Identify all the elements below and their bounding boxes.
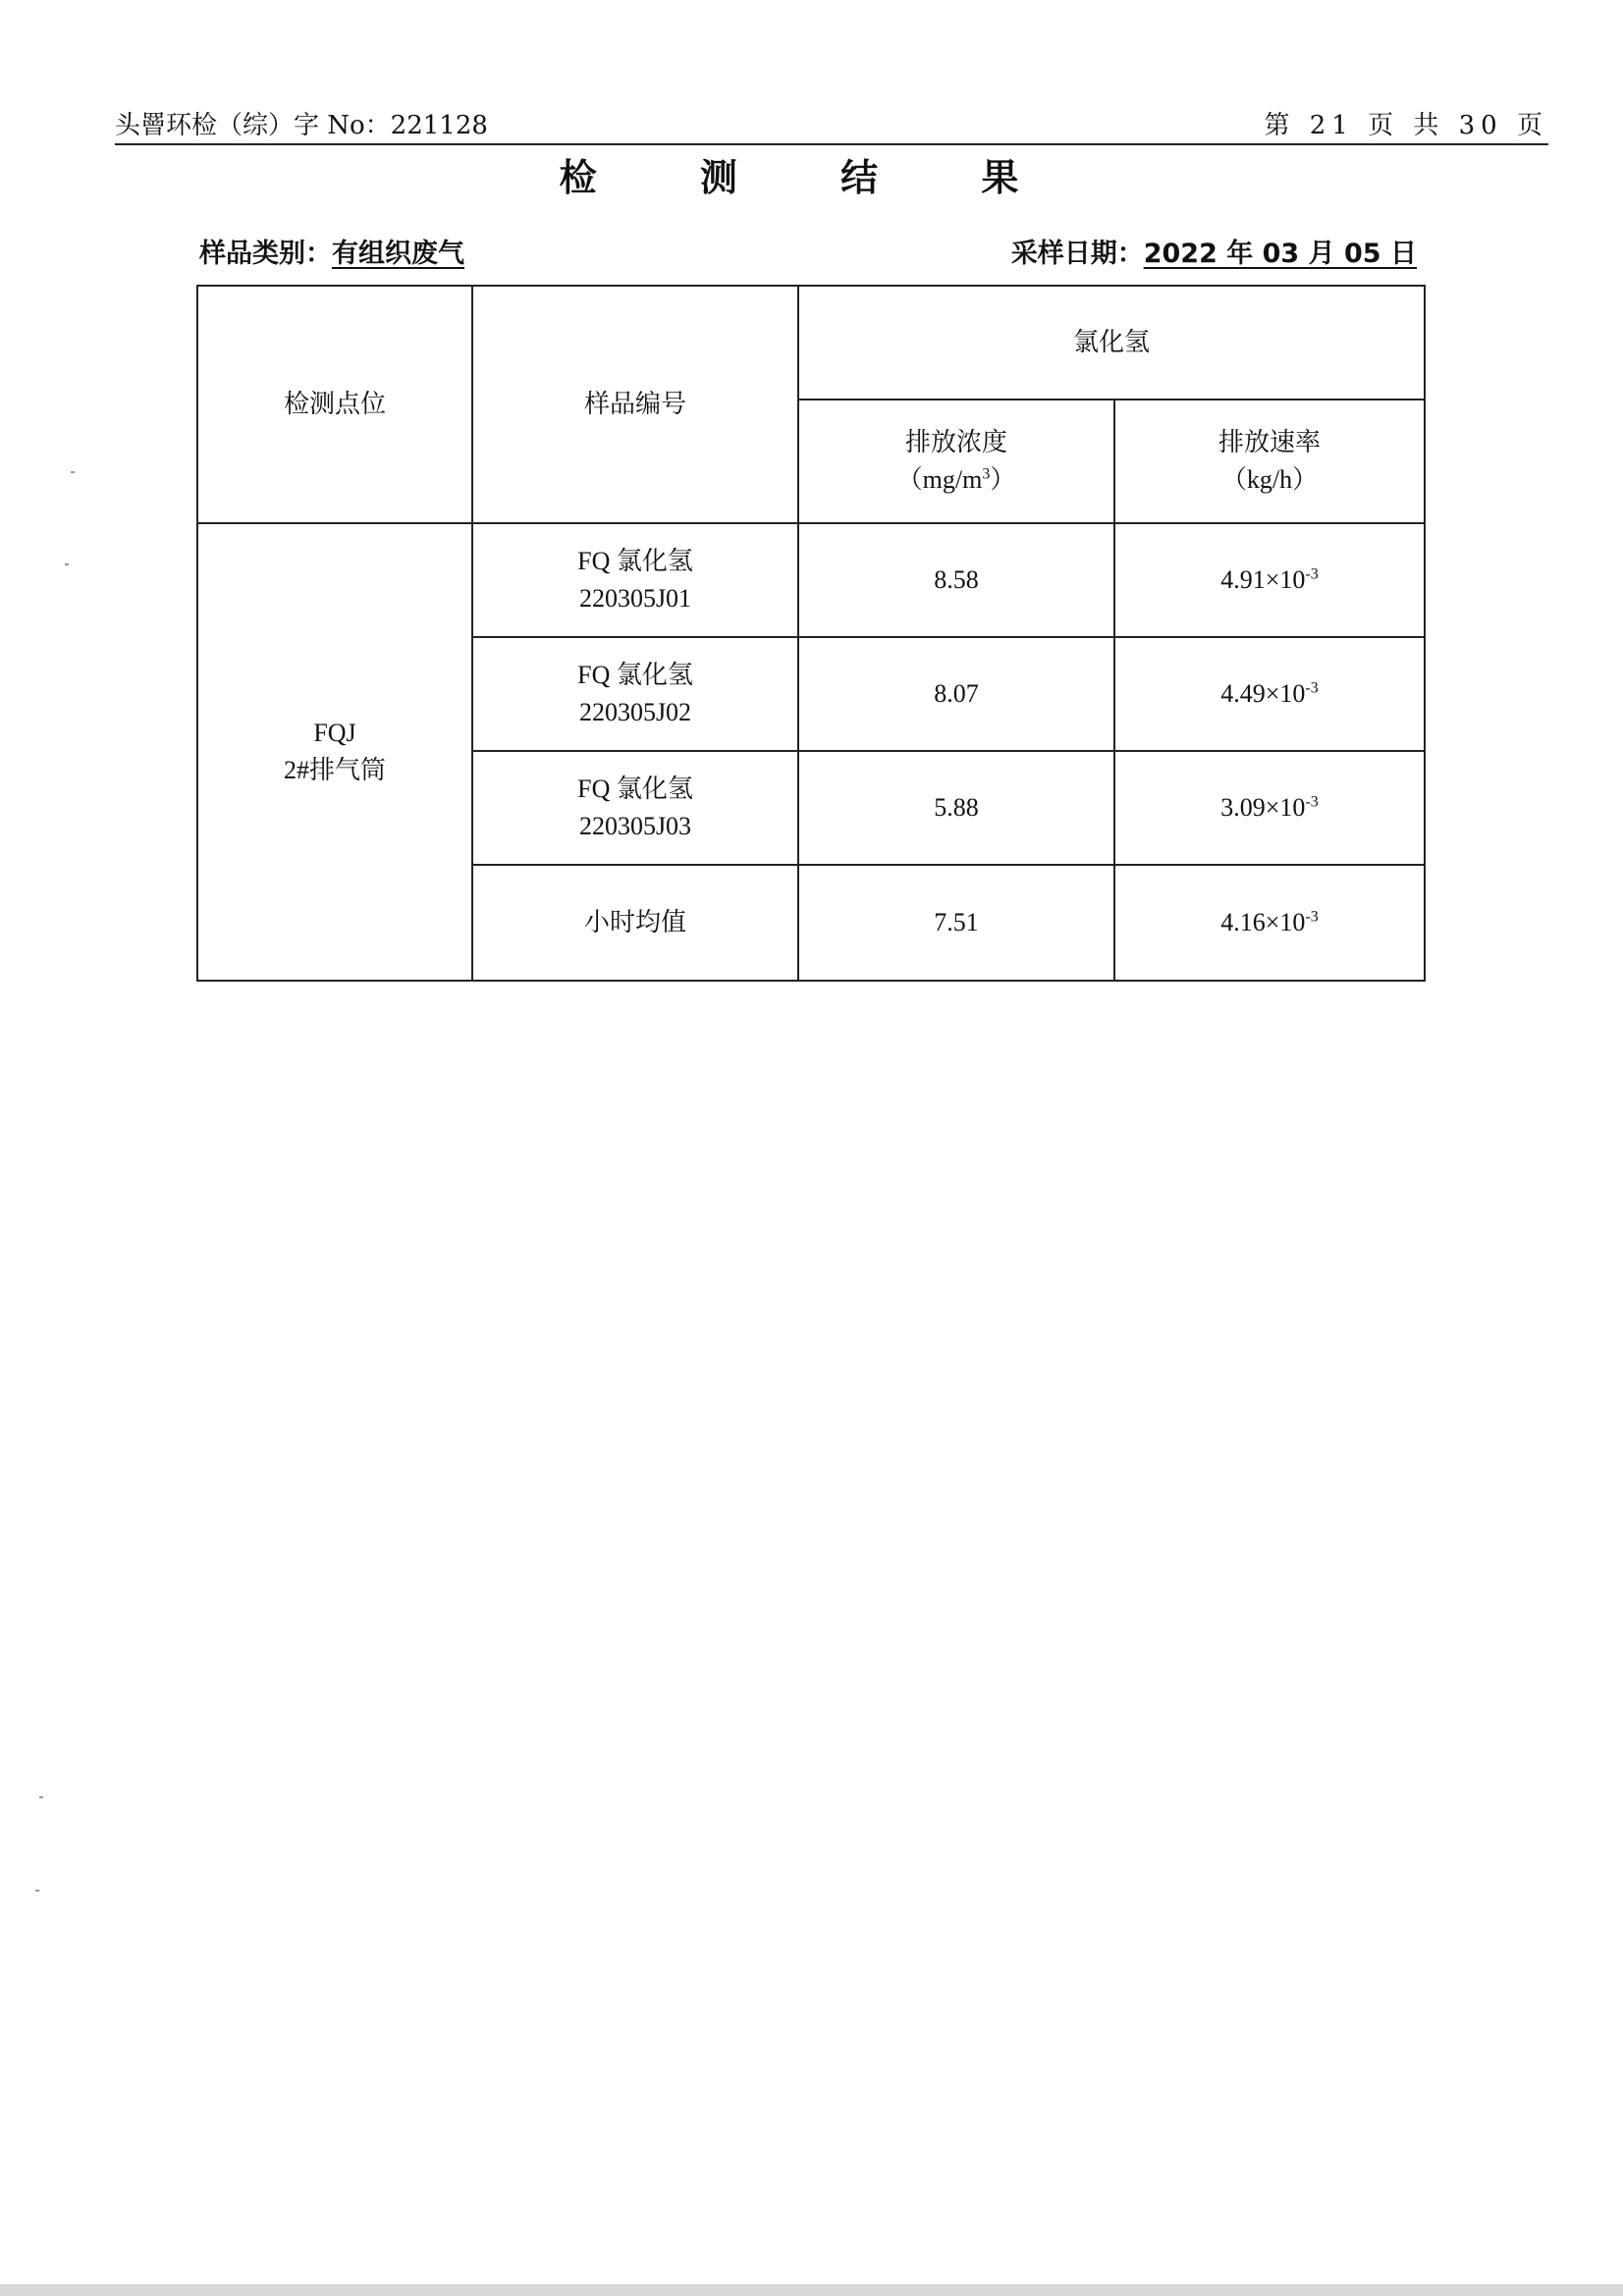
- scan-speck: [71, 471, 75, 473]
- sample-category: [199, 232, 464, 270]
- header-rate: [1114, 400, 1425, 523]
- sample-category-value: 有组织废气: [332, 239, 464, 269]
- concentration-label: 排放浓度: [904, 428, 1007, 456]
- point-name: 2#排气筒: [283, 756, 386, 784]
- sample-id-cell: FQ 氯化氢 220305J02: [472, 637, 798, 751]
- header-sample-id: 样品编号: [472, 286, 798, 523]
- rate-cell: $4.91\times 10^{-3}$: [1114, 523, 1425, 637]
- header-concentration: [798, 400, 1114, 523]
- scan-bottom-edge: [0, 2284, 1623, 2296]
- header-hcl-group: 氯化氢: [798, 286, 1425, 400]
- scan-speck: [39, 1796, 43, 1798]
- page-header: [115, 112, 1548, 145]
- sampling-date-value: 2022 年 03 月 05 日: [1143, 239, 1417, 269]
- sample-category-label: 样品类别：: [199, 239, 332, 269]
- sampling-date-label: 采样日期：: [1010, 239, 1144, 269]
- concentration-cell: 8.58: [798, 523, 1114, 637]
- rate-label: 排放速率: [1218, 428, 1322, 456]
- average-concentration-cell: 7.51: [798, 865, 1114, 981]
- results-table: [196, 285, 1426, 982]
- concentration-cell: 8.07: [798, 637, 1114, 751]
- rate-cell: $3.09\times 10^{-3}$: [1114, 751, 1425, 865]
- table-header-row: [197, 286, 1425, 400]
- rate-unit: （kg/h）: [1220, 465, 1319, 494]
- concentration-cell: 5.88: [798, 751, 1114, 865]
- document-number: 头罾环检（综）字 No：221128: [115, 111, 488, 140]
- concentration-unit: $(mg/m^3)$: [896, 465, 1016, 494]
- page-title: 检 测 结 果: [559, 156, 1064, 199]
- header-point: 检测点位: [197, 286, 472, 523]
- rate-cell: $4.49\times 10^{-3}$: [1114, 637, 1425, 751]
- page-number: 第 21 页 共 30 页: [1264, 111, 1548, 140]
- average-label-cell: 小时均值: [472, 865, 798, 981]
- point-code: FQJ: [313, 719, 356, 747]
- table-row: [197, 523, 1425, 637]
- sample-id-cell: FQ 氯化氢 220305J03: [472, 751, 798, 865]
- sample-id-cell: FQ 氯化氢 220305J01: [472, 523, 798, 637]
- average-rate-cell: $4.16\times 10^{-3}$: [1114, 865, 1425, 981]
- sampling-date: [1011, 232, 1417, 270]
- scan-speck: [35, 1890, 39, 1892]
- monitoring-point-cell: [197, 523, 472, 981]
- scan-speck: [65, 563, 69, 565]
